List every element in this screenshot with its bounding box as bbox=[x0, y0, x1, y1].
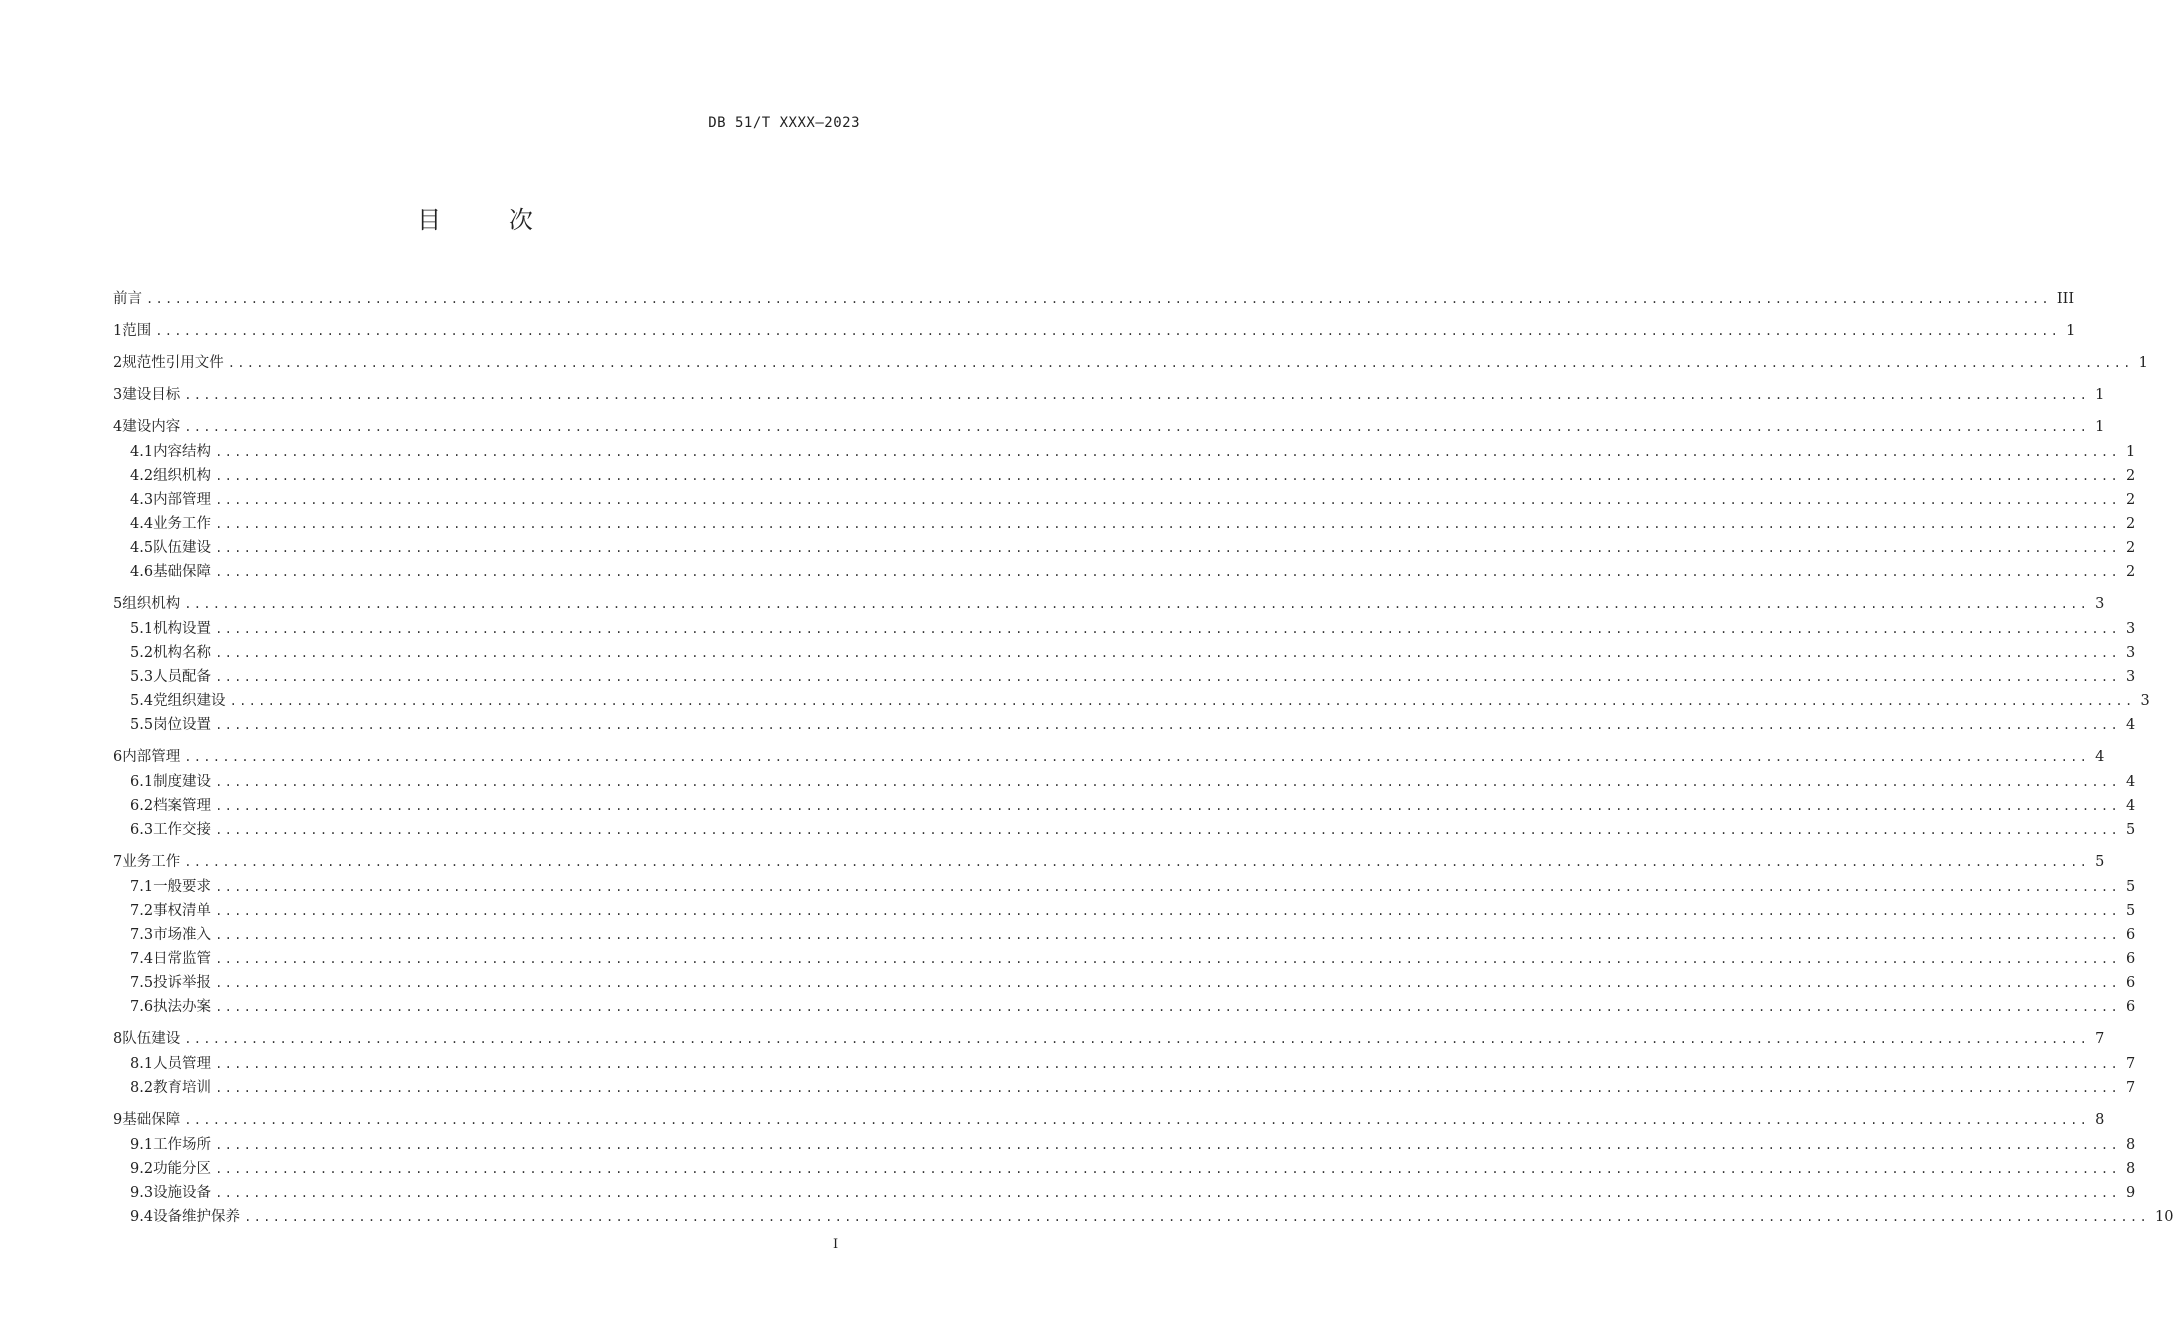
dot-leader: ........................................................................................................................................................................................................ bbox=[155, 324, 2061, 338]
toc-entry[interactable] bbox=[113, 592, 2105, 616]
toc-entry-number: 9.3 bbox=[130, 1185, 154, 1201]
dot-leader: ........................................................................................................................................................................................................ bbox=[184, 750, 2090, 764]
toc-entry[interactable] bbox=[113, 641, 2136, 665]
toc-entry[interactable] bbox=[113, 512, 2136, 536]
toc-entry-number: 7.6 bbox=[130, 999, 154, 1015]
toc-entry[interactable] bbox=[113, 665, 2136, 689]
dot-leader: ........................................................................................................................................................................................................ bbox=[215, 1057, 2120, 1071]
toc-entry[interactable] bbox=[113, 745, 2105, 769]
dot-leader: ........................................................................................................................................................................................................ bbox=[215, 1162, 2120, 1176]
dot-leader: ........................................................................................................................................................................................................ bbox=[184, 388, 2090, 402]
toc-entry-label: 基础保障 bbox=[122, 1112, 181, 1128]
dot-leader: ........................................................................................................................................................................................................ bbox=[215, 541, 2120, 555]
toc-entry-number: 1 bbox=[113, 323, 123, 339]
title-char-2: 次 bbox=[508, 206, 533, 234]
toc-entry-number: 5.2 bbox=[130, 645, 154, 661]
dot-leader: ........................................................................................................................................................................................................ bbox=[215, 565, 2120, 579]
toc-entry-page: 2 bbox=[2125, 564, 2136, 580]
toc-entry-number: 7.1 bbox=[130, 879, 154, 895]
dot-leader: ........................................................................................................................................................................................................ bbox=[184, 420, 2090, 434]
toc-entry-page: 3 bbox=[2140, 693, 2150, 709]
toc-entry-label: 业务工作 bbox=[122, 854, 181, 870]
toc-entry[interactable] bbox=[113, 319, 2076, 343]
toc-entry-page: 4 bbox=[2125, 798, 2136, 814]
toc-entry-number: 5.5 bbox=[130, 717, 154, 733]
toc-entry[interactable] bbox=[113, 770, 2136, 794]
toc-entry-page: 5 bbox=[2125, 879, 2136, 895]
toc-entry[interactable] bbox=[113, 850, 2105, 874]
dot-leader: ........................................................................................................................................................................................................ bbox=[215, 718, 2120, 732]
dot-leader: ........................................................................................................................................................................................................ bbox=[146, 292, 2051, 306]
toc-entry-label: 组织机构 bbox=[122, 596, 181, 612]
toc-entry-label: 党组织建设 bbox=[153, 693, 226, 709]
dot-leader: ........................................................................................................................................................................................................ bbox=[215, 1138, 2120, 1152]
toc-entry-page: 5 bbox=[2125, 822, 2136, 838]
toc-entry-label: 设施设备 bbox=[153, 1185, 212, 1201]
dot-leader: ........................................................................................................................................................................................................ bbox=[215, 976, 2120, 990]
toc-entry-page: 7 bbox=[2125, 1080, 2136, 1096]
toc-entry-number: 4.4 bbox=[130, 516, 154, 532]
toc-entry-label: 基础保障 bbox=[153, 564, 212, 580]
toc-entry[interactable] bbox=[113, 971, 2136, 995]
toc-entry-number: 8.2 bbox=[130, 1080, 154, 1096]
toc-entry-number: 4.2 bbox=[130, 468, 154, 484]
toc-entry[interactable] bbox=[113, 440, 2136, 464]
title-char-1: 目 bbox=[417, 206, 442, 234]
toc-entry-number: 4.1 bbox=[130, 444, 154, 460]
toc-entry-page: 9 bbox=[2125, 1185, 2136, 1201]
toc-entry[interactable] bbox=[113, 818, 2136, 842]
toc-entry-label: 建设目标 bbox=[122, 387, 181, 403]
dot-leader: ........................................................................................................................................................................................................ bbox=[244, 1210, 2149, 1224]
dot-leader: ........................................................................................................................................................................................................ bbox=[184, 855, 2090, 869]
toc-entry-number: 7.4 bbox=[130, 951, 154, 967]
toc-entry-number: 6 bbox=[113, 749, 123, 765]
toc-entry-page: III bbox=[2056, 291, 2075, 307]
toc-entry[interactable] bbox=[113, 1205, 2173, 1229]
dot-leader: ........................................................................................................................................................................................................ bbox=[215, 493, 2120, 507]
toc-entry-label: 范围 bbox=[122, 323, 152, 339]
dot-leader: ........................................................................................................................................................................................................ bbox=[215, 1186, 2120, 1200]
toc-entry[interactable] bbox=[113, 713, 2136, 737]
toc-entry-label: 日常监管 bbox=[153, 951, 212, 967]
toc-entry-number: 9.2 bbox=[130, 1161, 154, 1177]
toc-entry-label: 事权清单 bbox=[153, 903, 212, 919]
dot-leader: ........................................................................................................................................................................................................ bbox=[215, 823, 2120, 837]
toc-entry-page: 6 bbox=[2125, 951, 2136, 967]
toc-entry-number: 9 bbox=[113, 1112, 123, 1128]
toc-entry-number: 4 bbox=[113, 419, 123, 435]
toc-entry-number: 5.4 bbox=[130, 693, 154, 709]
toc-entry-number: 5.3 bbox=[130, 669, 154, 685]
toc-entry-page: 1 bbox=[2138, 355, 2148, 371]
toc-entry-label: 人员管理 bbox=[153, 1056, 212, 1072]
toc-entry-label: 市场准入 bbox=[153, 927, 212, 943]
dot-leader: ........................................................................................................................................................................................................ bbox=[215, 952, 2120, 966]
toc-entry-page: 6 bbox=[2125, 999, 2136, 1015]
toc-entry-label: 工作交接 bbox=[153, 822, 212, 838]
toc-entry-page: 1 bbox=[2095, 419, 2105, 435]
toc-entry-number: 7 bbox=[113, 854, 123, 870]
toc-entry[interactable] bbox=[113, 1181, 2136, 1205]
toc-entry[interactable] bbox=[113, 1052, 2136, 1076]
toc-entry-page: 3 bbox=[2125, 621, 2136, 637]
toc-entry[interactable] bbox=[113, 351, 2148, 375]
toc-entry[interactable] bbox=[113, 899, 2136, 923]
dot-leader: ........................................................................................................................................................................................................ bbox=[215, 517, 2120, 531]
toc-entry-label: 业务工作 bbox=[153, 516, 212, 532]
dot-leader: ........................................................................................................................................................................................................ bbox=[215, 469, 2120, 483]
toc-entry[interactable] bbox=[113, 995, 2136, 1019]
toc-entry-page: 7 bbox=[2125, 1056, 2136, 1072]
toc-entry-page: 1 bbox=[2095, 387, 2105, 403]
dot-leader: ........................................................................................................................................................................................................ bbox=[215, 670, 2120, 684]
toc-entry[interactable] bbox=[113, 464, 2136, 488]
toc-entry[interactable] bbox=[113, 794, 2136, 818]
toc-entry[interactable] bbox=[113, 689, 2150, 713]
toc-entry[interactable] bbox=[113, 536, 2136, 560]
toc-entry-number: 9.1 bbox=[130, 1137, 154, 1153]
toc-entry-label: 组织机构 bbox=[153, 468, 212, 484]
toc-entry-number: 9.4 bbox=[130, 1209, 154, 1225]
dot-leader: ........................................................................................................................................................................................................ bbox=[215, 799, 2120, 813]
toc-entry-label: 建设内容 bbox=[122, 419, 181, 435]
toc-entry-number: 5 bbox=[113, 596, 123, 612]
toc-entry-page: 3 bbox=[2125, 669, 2136, 685]
toc-entry[interactable] bbox=[113, 287, 2075, 311]
toc-entry-label: 功能分区 bbox=[153, 1161, 212, 1177]
toc-entry[interactable] bbox=[113, 1157, 2136, 1181]
toc-entry-label: 执法办案 bbox=[153, 999, 212, 1015]
toc-entry[interactable] bbox=[113, 947, 2136, 971]
toc-entry[interactable] bbox=[113, 617, 2136, 641]
dot-leader: ........................................................................................................................................................................................................ bbox=[184, 597, 2090, 611]
toc-entry-page: 8 bbox=[2095, 1112, 2105, 1128]
toc-entry-label: 队伍建设 bbox=[153, 540, 212, 556]
toc-entry[interactable] bbox=[113, 1027, 2105, 1051]
dot-leader: ........................................................................................................................................................................................................ bbox=[184, 1032, 2090, 1046]
toc-entry-label: 投诉举报 bbox=[153, 975, 212, 991]
toc-entry[interactable] bbox=[113, 383, 2105, 407]
toc-entry-label: 一般要求 bbox=[153, 879, 212, 895]
dot-leader: ........................................................................................................................................................................................................ bbox=[215, 445, 2120, 459]
toc-entry[interactable] bbox=[113, 1108, 2105, 1132]
toc-entry-page: 2 bbox=[2125, 540, 2136, 556]
dot-leader: ........................................................................................................................................................................................................ bbox=[229, 694, 2135, 708]
toc-entry-page: 6 bbox=[2125, 927, 2136, 943]
toc-entry-label: 教育培训 bbox=[153, 1080, 212, 1096]
toc-entry[interactable] bbox=[113, 1076, 2136, 1100]
dot-leader: ........................................................................................................................................................................................................ bbox=[215, 1081, 2120, 1095]
document-id: DB 51/T XXXX—2023 bbox=[708, 115, 860, 131]
toc-entry-number: 6.3 bbox=[130, 822, 154, 838]
toc-entry-label: 档案管理 bbox=[153, 798, 212, 814]
toc-entry-page: 1 bbox=[2125, 444, 2136, 460]
toc-entry-number: 7.5 bbox=[130, 975, 154, 991]
toc-entry-page: 7 bbox=[2095, 1031, 2105, 1047]
toc-entry-page: 8 bbox=[2125, 1137, 2136, 1153]
toc-entry-label: 设备维护保养 bbox=[153, 1209, 241, 1225]
toc-entry-label: 岗位设置 bbox=[153, 717, 212, 733]
toc-entry-label: 工作场所 bbox=[153, 1137, 212, 1153]
toc-entry-page: 10 bbox=[2154, 1209, 2173, 1225]
toc-entry-label: 机构名称 bbox=[153, 645, 212, 661]
toc-entry-label: 内部管理 bbox=[122, 749, 181, 765]
dot-leader: ........................................................................................................................................................................................................ bbox=[227, 356, 2133, 370]
toc-entry-page: 2 bbox=[2125, 516, 2136, 532]
toc-entry[interactable] bbox=[113, 488, 2136, 512]
toc-entry-page: 3 bbox=[2095, 596, 2105, 612]
toc-entry-number: 7.3 bbox=[130, 927, 154, 943]
dot-leader: ........................................................................................................................................................................................................ bbox=[215, 904, 2120, 918]
dot-leader: ........................................................................................................................................................................................................ bbox=[215, 880, 2120, 894]
footer-page-number: I bbox=[833, 1237, 839, 1252]
dot-leader: ........................................................................................................................................................................................................ bbox=[215, 928, 2120, 942]
dot-leader: ........................................................................................................................................................................................................ bbox=[215, 622, 2120, 636]
toc-entry-number: 6.2 bbox=[130, 798, 154, 814]
toc-entry-page: 4 bbox=[2125, 717, 2136, 733]
toc-entry[interactable] bbox=[113, 415, 2105, 439]
toc-entry-page: 4 bbox=[2125, 774, 2136, 790]
toc-entry[interactable] bbox=[113, 875, 2136, 899]
toc-entry-number: 5.1 bbox=[130, 621, 154, 637]
toc-entry-number: 8 bbox=[113, 1031, 123, 1047]
toc-entry-number: 4.3 bbox=[130, 492, 154, 508]
dot-leader: ........................................................................................................................................................................................................ bbox=[215, 646, 2120, 660]
toc-entry-page: 8 bbox=[2125, 1161, 2136, 1177]
dot-leader: ........................................................................................................................................................................................................ bbox=[215, 1000, 2120, 1014]
dot-leader: ........................................................................................................................................................................................................ bbox=[184, 1113, 2090, 1127]
toc-entry-page: 3 bbox=[2125, 645, 2136, 661]
toc-entry-label: 规范性引用文件 bbox=[122, 355, 224, 371]
toc-entry-number: 8.1 bbox=[130, 1056, 154, 1072]
toc-entry-page: 1 bbox=[2066, 323, 2076, 339]
toc-entry-number: 4.5 bbox=[130, 540, 154, 556]
page-title bbox=[0, 200, 950, 235]
toc-entry-page: 2 bbox=[2125, 492, 2136, 508]
toc-entry-page: 2 bbox=[2125, 468, 2136, 484]
toc-entry-number: 7.2 bbox=[130, 903, 154, 919]
toc-entry-label: 队伍建设 bbox=[122, 1031, 181, 1047]
toc-entry-label: 人员配备 bbox=[153, 669, 212, 685]
toc-entry-page: 5 bbox=[2095, 854, 2105, 870]
toc-entry-page: 5 bbox=[2125, 903, 2136, 919]
toc-entry-label: 前言 bbox=[113, 291, 142, 307]
toc-entry-number: 6.1 bbox=[130, 774, 154, 790]
toc-entry-number: 3 bbox=[113, 387, 123, 403]
toc-entry-label: 内容结构 bbox=[153, 444, 212, 460]
toc-entry[interactable] bbox=[113, 923, 2136, 947]
toc-entry[interactable] bbox=[113, 560, 2136, 584]
toc-entry-page: 6 bbox=[2125, 975, 2136, 991]
dot-leader: ........................................................................................................................................................................................................ bbox=[215, 775, 2120, 789]
toc-entry-number: 4.6 bbox=[130, 564, 154, 580]
toc-entry-page: 4 bbox=[2095, 749, 2105, 765]
toc-entry-label: 内部管理 bbox=[153, 492, 212, 508]
toc-entry[interactable] bbox=[113, 1133, 2136, 1157]
toc-entry-label: 机构设置 bbox=[153, 621, 212, 637]
toc-entry-number: 2 bbox=[113, 355, 123, 371]
toc-entry-label: 制度建设 bbox=[153, 774, 212, 790]
